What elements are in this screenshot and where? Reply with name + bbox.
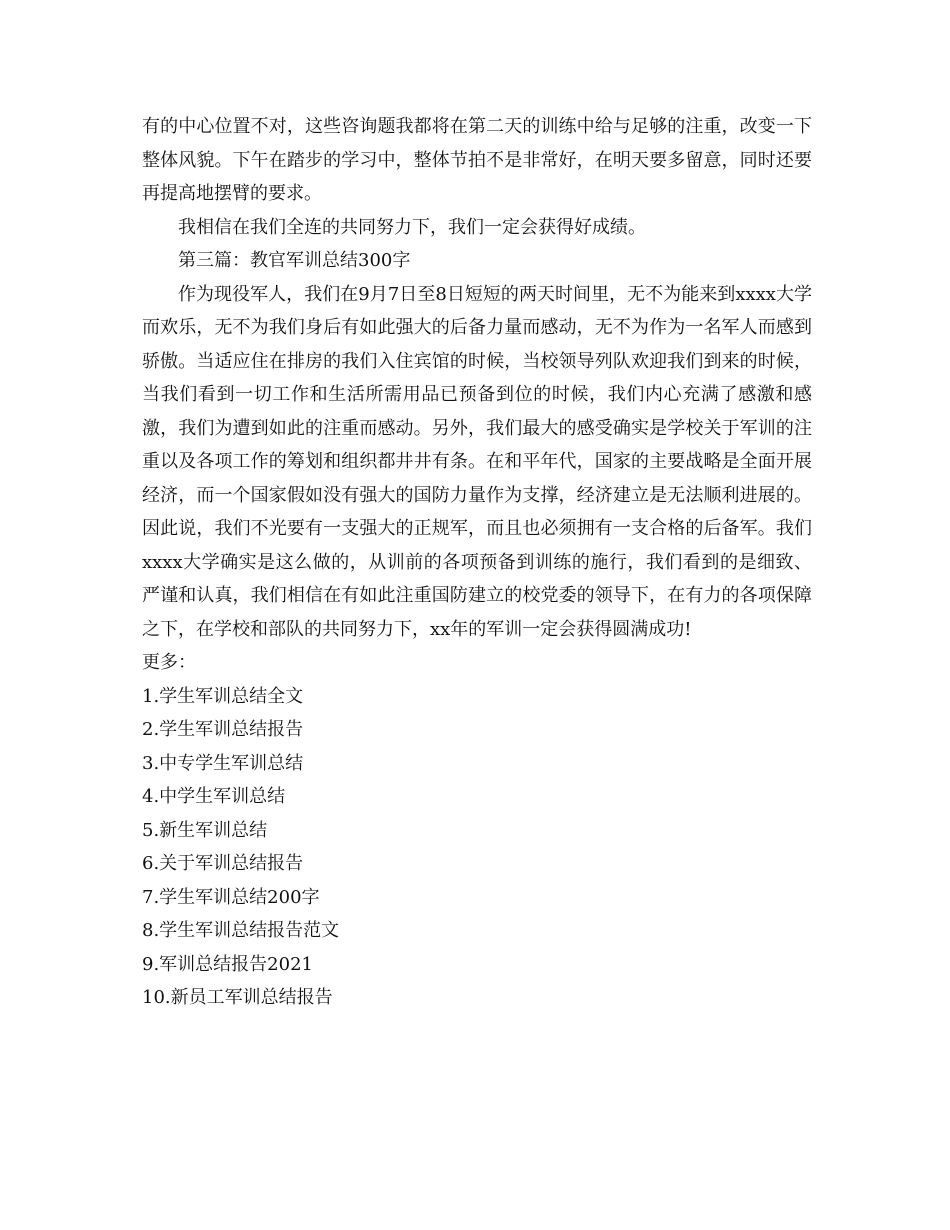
document-page	[142, 110, 812, 1015]
more-link-item[interactable]: 5.新生军训总结	[142, 819, 268, 841]
more-link-item[interactable]: 8.学生军训总结报告范文	[142, 920, 340, 941]
more-link-item[interactable]: 9.军训总结报告2021	[142, 953, 313, 975]
more-label: 更多：	[142, 652, 196, 673]
more-link-item[interactable]: 2.学生军训总结报告	[142, 719, 304, 740]
more-link-item[interactable]: 7.学生军训总结200字	[142, 886, 320, 908]
paragraph-belief: 我相信在我们全连的共同努力下，我们一定会获得好成绩。	[178, 216, 646, 238]
paragraph-continuation: 有的中心位置不对，这些咨询题我都将在第二天的训练中给与足够的注重，改变一下整体风貌。下午在踏步的学习中，整体节拍不是非常好，在明天要多留意，同时还要再提高地摆臂的要求。	[142, 116, 812, 204]
paragraph-body: 作为现役军人，我们在9月7日至8日短短的两天时间里，无不为能来到xxxx大学而欢乐，无不为我们身后有如此强大的后备力量而感动，无不为作为一名军人而感到骄傲。当适应住在排房的我们入住宾馆的时候，当校领导列队欢迎我们到来的时候，当我们看到一切工作和生活所需用品已预备到位的时候，我们内心充满了感激和感激，我们为遭到如此的注重而感动。另外，我们最大的感受确实是学校关于军训的注重以及各项工作的筹划和组织都井井有条。在和平年代，国家的主要战略是全面开展经济，而一个国家假如没有强大的国防力量作为支撑，经济建立是无法顺利进展的。因此说，我们不光要有一支强大的正规军，而且也必须拥有一支合格的后备军。我们xxxx大学确实是这么做的，从训前的各项预备到训练的施行，我们看到的是细致、严谨和认真，我们相信在有如此注重国防建立的校党委的领导下，在有力的各项保障之下，在学校和部队的共同努力下，xx年的军训一定会获得圆满成功!	[142, 283, 812, 640]
more-link-item[interactable]: 6.关于军训总结报告	[142, 853, 304, 874]
section-heading: 第三篇：教官军训总结300字	[178, 250, 411, 271]
more-link-item[interactable]: 10.新员工军训总结报告	[142, 987, 333, 1008]
more-link-item[interactable]: 3.中专学生军训总结	[142, 752, 304, 774]
more-link-item[interactable]: 1.学生军训总结全文	[142, 685, 304, 707]
more-links-list	[142, 680, 812, 1015]
more-link-item[interactable]: 4.中学生军训总结	[142, 786, 286, 807]
